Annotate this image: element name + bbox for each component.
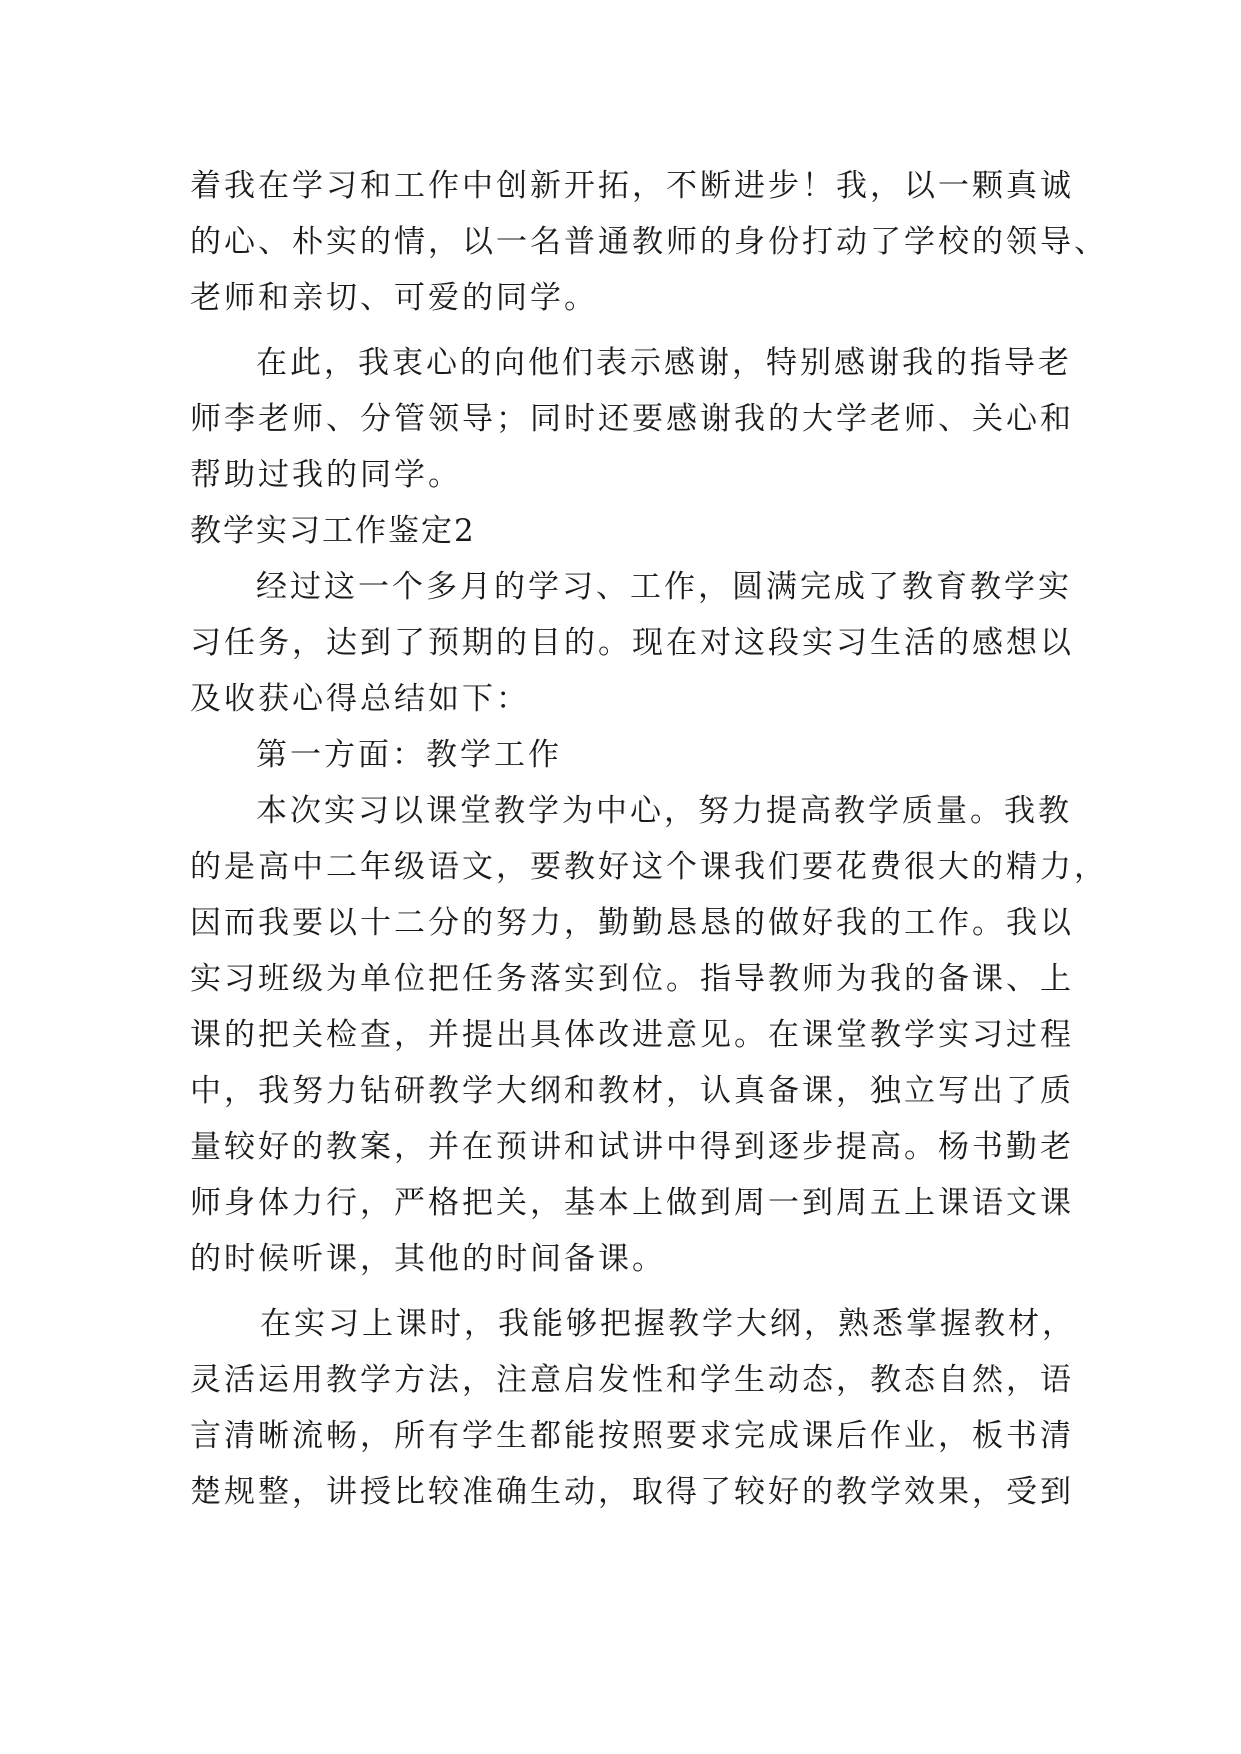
text-line: 着我在学习和工作中创新开拓，不断进步！我，以一颗真诚 bbox=[190, 168, 1074, 204]
text-line: 老师和亲切、可爱的同学。 bbox=[190, 280, 598, 316]
heading-text: 教学实习工作鉴定2 bbox=[190, 513, 476, 549]
paragraph-5 bbox=[190, 783, 1108, 1287]
text-line: 在此，我衷心的向他们表示感谢，特别感谢我的指导老 bbox=[256, 345, 1072, 381]
text-line: 本次实习以课堂教学为中心，努力提高教学质量。我教 bbox=[256, 793, 1072, 829]
text-line: 实习班级为单位把任务落实到位。指导教师为我的备课、上 bbox=[190, 961, 1074, 997]
text-line: 灵活运用教学方法，注意启发性和学生动态，教态自然，语 bbox=[190, 1362, 1074, 1398]
text-line: 楚规整，讲授比较准确生动，取得了较好的教学效果，受到 bbox=[190, 1474, 1074, 1510]
text-line: 经过这一个多月的学习、工作，圆满完成了教育教学实 bbox=[256, 569, 1072, 605]
paragraph-4 bbox=[190, 727, 1070, 783]
paragraph-3 bbox=[190, 559, 1074, 727]
text-line: 的心、朴实的情，以一名普通教师的身份打动了学校的领导、 bbox=[190, 224, 1108, 260]
text-line: 量较好的教案，并在预讲和试讲中得到逐步提高。杨书勤老 bbox=[190, 1129, 1074, 1165]
text-line: 习任务，达到了预期的目的。现在对这段实习生活的感想以 bbox=[190, 625, 1074, 661]
document-body bbox=[190, 158, 1108, 1520]
paragraph-2 bbox=[190, 335, 1074, 503]
text-line: 及收获心得总结如下： bbox=[190, 681, 530, 717]
text-line: 的时候听课，其他的时间备课。 bbox=[190, 1241, 666, 1277]
text-line: 课的把关检查，并提出具体改进意见。在课堂教学实习过程 bbox=[190, 1017, 1074, 1053]
section-heading bbox=[190, 503, 1070, 559]
text-line: 在实习上课时，我能够把握教学大纲，熟悉掌握教材， bbox=[260, 1306, 1076, 1342]
paragraph-6 bbox=[190, 1296, 1076, 1520]
text-line: 帮助过我的同学。 bbox=[190, 457, 462, 493]
text-line: 言清晰流畅，所有学生都能按照要求完成课后作业，板书清 bbox=[190, 1418, 1074, 1454]
text-line: 中，我努力钻研教学大纲和教材，认真备课，独立写出了质 bbox=[190, 1073, 1074, 1109]
text-line: 的是高中二年级语文，要教好这个课我们要花费很大的精力， bbox=[190, 849, 1108, 885]
subheading-text: 第一方面：教学工作 bbox=[256, 737, 562, 773]
text-line: 因而我要以十二分的努力，勤勤恳恳的做好我的工作。我以 bbox=[190, 905, 1074, 941]
paragraph-1 bbox=[190, 158, 1108, 326]
text-line: 师身体力行，严格把关，基本上做到周一到周五上课语文课 bbox=[190, 1185, 1074, 1221]
text-line: 师李老师、分管领导；同时还要感谢我的大学老师、关心和 bbox=[190, 401, 1074, 437]
